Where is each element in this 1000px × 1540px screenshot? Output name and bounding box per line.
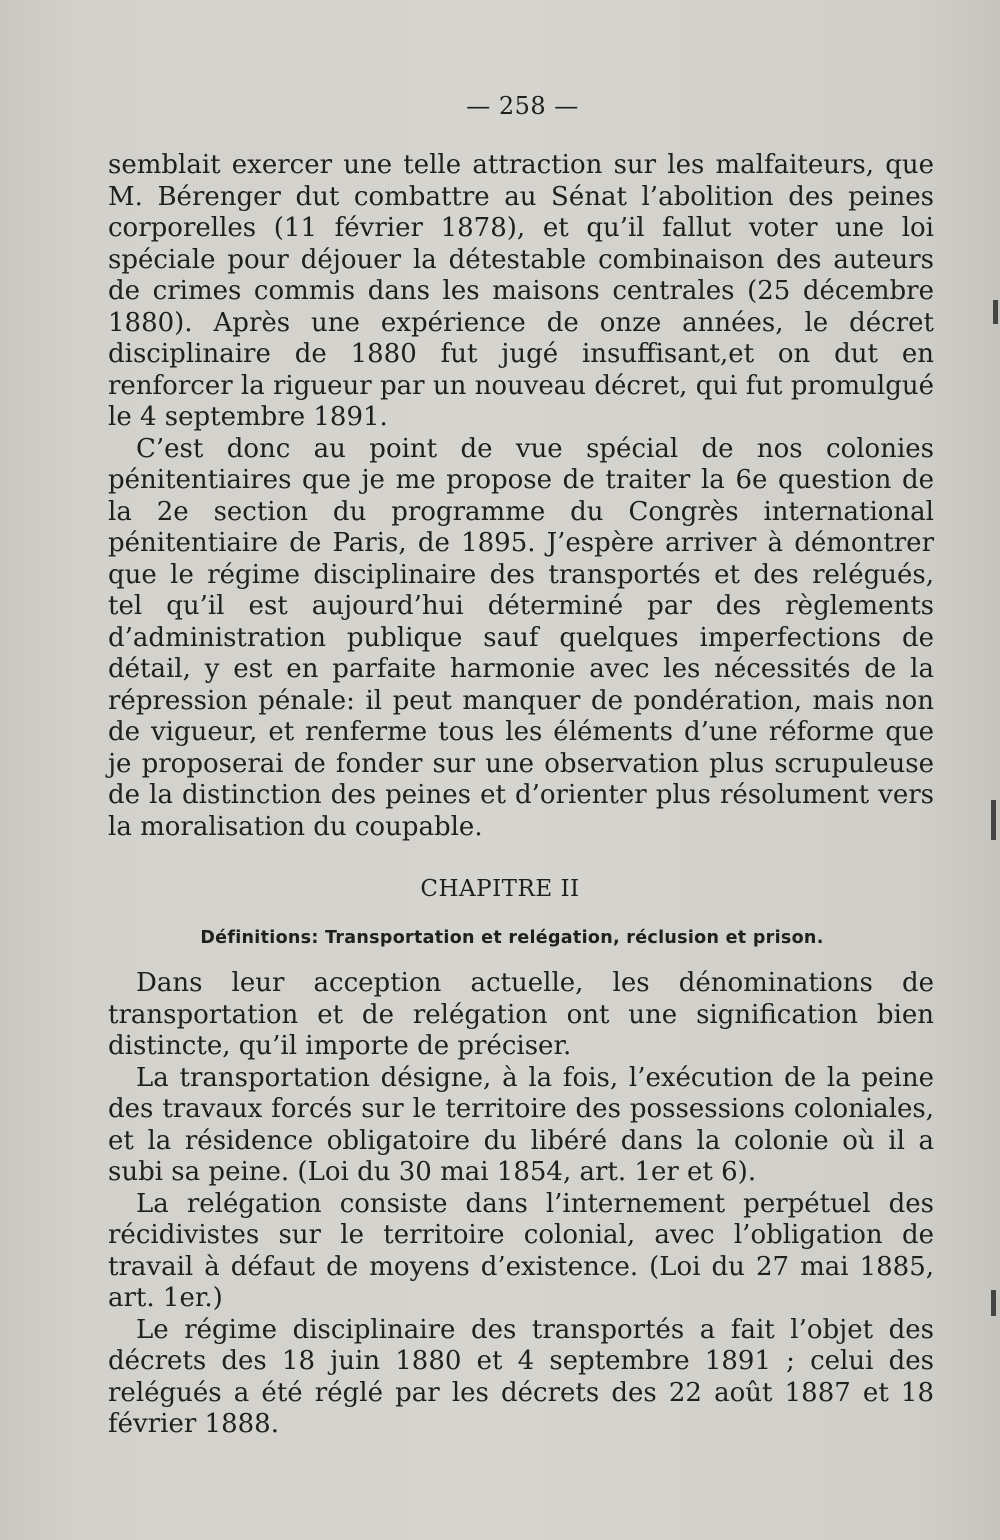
margin-mark bbox=[991, 1290, 996, 1316]
paragraph: Le régime disciplinaire des transportés a fait l’objet des décrets des 18 juin 1880 et 4 septembre 1891 ; celui des relégués a été réglé par les décrets des 22 août 1887 et 18 février 1888. bbox=[108, 1314, 934, 1439]
chapter-subtitle: Définitions: Transportation et relégation, réclusion et prison. bbox=[200, 928, 824, 948]
chapter-title: CHAPITRE II bbox=[420, 876, 580, 902]
margin-mark bbox=[993, 300, 998, 324]
margin-mark bbox=[991, 800, 996, 840]
text-block-after-chapter bbox=[108, 968, 934, 1441]
paragraph: La transportation désigne, à la fois, l’exécution de la peine des travaux forcés sur le territoire des possessions coloniales, et la résidence obligatoire du libéré dans la colonie où il a subi sa peine. (Loi du 30 mai 1854, art. 1er et 6). bbox=[108, 1062, 934, 1187]
paragraph: semblait exercer une telle attraction sur les malfaiteurs, que M. Bérenger dut combattre au Sénat l’abolition des peines corporelles (11 février 1878), et qu’il fallut voter une loi spéciale pour déjouer la détestable combinaison des auteurs de crimes commis dans les maisons centrales (25 décembre 1880). Après une expérience de onze années, le décret disciplinaire de 1880 fut jugé insuffisant,et on dut en renforcer la rigueur par un nouveau décret, qui fut promulgué le 4 septembre 1891. bbox=[108, 150, 934, 432]
text-block-before-chapter bbox=[108, 150, 934, 843]
page-number: — 258 — bbox=[466, 92, 579, 120]
paragraph: C’est donc au point de vue spécial de nos colonies pénitentiaires que je me propose de traiter la 6e question de la 2e section du programme du Congrès international pénitentiaire de Paris, de 1895. J’espère arriver à démontrer que le régime disciplinaire des transportés et des relégués, tel qu’il est aujourd’hui déterminé par des règlements d’administration publique sauf quelques imperfections de détail, y est en parfaite harmonie avec les nécessités de la répression pénale: il peut manquer de pondération, mais non de vigueur, et renferme tous les éléments d’une réforme que je proposerai de fonder sur une observation plus scrupuleuse de la distinction des peines et d’orienter plus résolument vers la moralisation du coupable. bbox=[108, 433, 934, 842]
paragraph: La relégation consiste dans l’internement perpétuel des récidivistes sur le territoire colonial, avec l’obligation de travail à défaut de moyens d’existence. (Loi du 27 mai 1885, art. 1er.) bbox=[108, 1188, 934, 1313]
paragraph: Dans leur acception actuelle, les dénominations de transportation et de relégation ont une signification bien distincte, qu’il importe de préciser. bbox=[108, 968, 934, 1061]
